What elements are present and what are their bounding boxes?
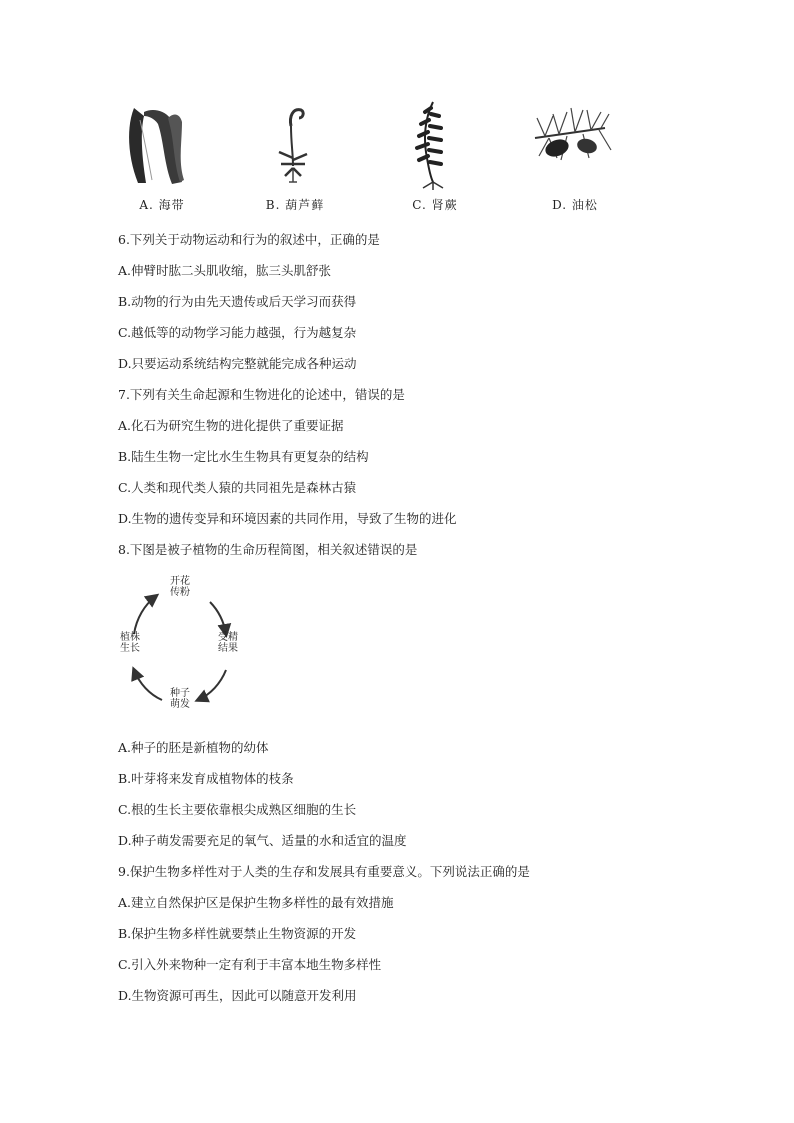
question-6-option-d: D.只要运动系统结构完整就能完成各种运动 [118, 356, 357, 371]
question-6-option-b: B.动物的行为由先天遗传或后天学习而获得 [118, 294, 357, 309]
question-9-option-a: A.建立自然保护区是保护生物多样性的最有效措施 [118, 895, 394, 910]
stage-fertilization: 受精 结果 [218, 632, 238, 654]
arrow-top-right [210, 602, 226, 634]
question-9-option-c: C.引入外来物种一定有利于丰富本地生物多样性 [118, 957, 382, 972]
life-cycle-diagram [118, 572, 240, 722]
fern-icon [385, 98, 485, 193]
question-6-stem: 6.下列关于动物运动和行为的叙述中，正确的是 [118, 232, 380, 247]
question-8-option-d: D.种子萌发需要充足的氧气、适量的水和适宜的温度 [118, 833, 407, 848]
kelp-icon [112, 98, 212, 193]
arrow-bottom-left [134, 670, 162, 700]
question-9-option-b: B.保护生物多样性就要禁止生物资源的开发 [118, 926, 357, 941]
question-7-option-b: B.陆生生物一定比水生生物具有更复杂的结构 [118, 449, 369, 464]
pine-icon [525, 98, 625, 193]
question-8-stem: 8.下图是被子植物的生命历程简图，相关叙述错误的是 [118, 542, 418, 557]
plant-label: B. 葫芦藓 [265, 198, 325, 212]
arrow-top-left [134, 596, 156, 634]
question-7-stem: 7.下列有关生命起源和生物进化的论述中，错误的是 [118, 387, 405, 402]
plant-c [385, 98, 485, 218]
moss-icon [245, 98, 345, 193]
plant-d [525, 98, 625, 218]
question-7-option-d: D.生物的遗传变异和环境因素的共同作用，导致了生物的进化 [118, 511, 457, 526]
question-8-option-b: B.叶芽将来发育成植物体的枝条 [118, 771, 294, 786]
question-6-option-a: A.伸臂时肱二头肌收缩，肱三头肌舒张 [118, 263, 332, 278]
plant-a [112, 98, 212, 218]
question-8-option-c: C.根的生长主要依靠根尖成熟区细胞的生长 [118, 802, 357, 817]
plant-label: D. 油松 [552, 198, 598, 212]
plant-b [245, 98, 345, 218]
question-6-option-c: C.越低等的动物学习能力越强，行为越复杂 [118, 325, 357, 340]
question-8-option-a: A.种子的胚是新植物的幼体 [118, 740, 269, 755]
stage-germination: 种子 萌发 [170, 688, 190, 710]
question-9-stem: 9.保护生物多样性对于人类的生存和发展具有重要意义。下列说法正确的是 [118, 864, 530, 879]
question-7-option-c: C.人类和现代类人猿的共同祖先是森林古猿 [118, 480, 357, 495]
question-7-option-a: A.化石为研究生物的进化提供了重要证据 [118, 418, 344, 433]
plant-label: C. 肾蕨 [412, 198, 458, 212]
plant-label: A. 海带 [139, 198, 185, 212]
question-9-option-d: D.生物资源可再生，因此可以随意开发利用 [118, 988, 357, 1003]
stage-flowering: 开花 传粉 [170, 576, 190, 598]
arrow-bottom-right [198, 670, 226, 700]
stage-growth: 植株 生长 [120, 632, 140, 654]
